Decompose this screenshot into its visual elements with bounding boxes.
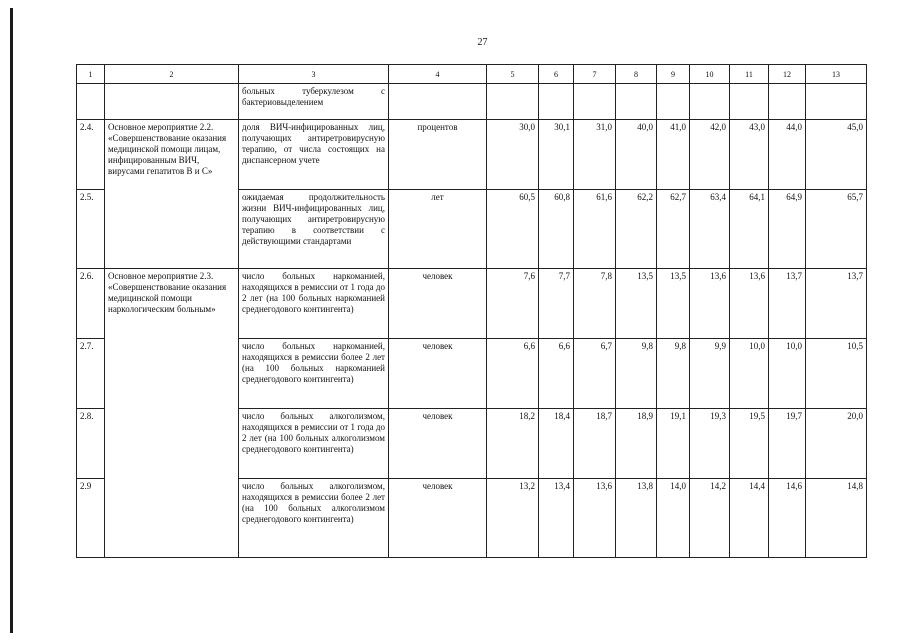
- value-cell: 13,5: [657, 269, 690, 339]
- value-cell: 61,6: [574, 190, 616, 269]
- indicator-description: число больных алкоголизмом, находящихся в ремиссии от 1 года до 2 лет (на 100 больных алкоголизмом среднегодового контингента): [239, 409, 389, 479]
- value-cell: 18,2: [487, 409, 539, 479]
- value-cell: 9,8: [616, 339, 657, 409]
- value-cell: 9,9: [690, 339, 730, 409]
- value-cell: 10,0: [730, 339, 769, 409]
- indicator-description: число больных наркоманией, находящихся в ремиссии более 2 лет (на 100 больных наркоманией среднегодового контингента): [239, 339, 389, 409]
- row-index: 2.6.: [77, 269, 105, 339]
- value-cell: 18,9: [616, 409, 657, 479]
- value-cell: 60,5: [487, 190, 539, 269]
- value-cell: 19,3: [690, 409, 730, 479]
- value-cell: 13,4: [539, 479, 574, 558]
- value-cell: 6,7: [574, 339, 616, 409]
- value-cell: 31,0: [574, 120, 616, 190]
- unit-cell: процентов: [389, 120, 487, 190]
- value-cell: 13,7: [806, 269, 867, 339]
- value-cell: 13,6: [690, 269, 730, 339]
- unit-cell: человек: [389, 409, 487, 479]
- indicator-description: число больных наркоманией, находящихся в ремиссии от 1 года до 2 лет (на 100 больных наркоманией среднегодового контингента): [239, 269, 389, 339]
- indicator-description: число больных алкоголизмом, находящихся в ремиссии более 2 лет (на 100 больных алкоголизмом среднегодового контингента): [239, 479, 389, 558]
- indicator-description: доля ВИЧ-инфицированных лиц, получающих антиретровирусную терапию, от числа состоящих на диспансерном учете: [239, 120, 389, 190]
- header-cell: 2: [105, 65, 239, 84]
- binding-edge-line: [10, 8, 13, 633]
- value-cell: 13,8: [616, 479, 657, 558]
- value-cell: 14,8: [806, 479, 867, 558]
- table-row: [77, 120, 867, 190]
- value-cell: 63,4: [690, 190, 730, 269]
- value-cell: 13,7: [769, 269, 806, 339]
- value-cell: 40,0: [616, 120, 657, 190]
- main-event-2-2: Основное мероприятие 2.2. «Совершенствование оказания медицинской помощи лицам, инфицированным ВИЧ, вирусами гепатитов В и С»: [105, 120, 239, 269]
- header-cell: 3: [239, 65, 389, 84]
- value-cell: 13,2: [487, 479, 539, 558]
- value-cell: 19,5: [730, 409, 769, 479]
- value-cell: 30,1: [539, 120, 574, 190]
- header-cell: 12: [769, 65, 806, 84]
- main-event-2-3: Основное мероприятие 2.3. «Совершенствование оказания медицинской помощи наркологическим больным»: [105, 269, 239, 558]
- header-cell: 5: [487, 65, 539, 84]
- value-cell: 6,6: [539, 339, 574, 409]
- row-index: 2.5.: [77, 190, 105, 269]
- value-cell: 18,4: [539, 409, 574, 479]
- value-cell: 41,0: [657, 120, 690, 190]
- value-cell: 7,6: [487, 269, 539, 339]
- page-number: 27: [477, 37, 488, 48]
- continuation-text: больных туберкулезом с бактериовыделением: [239, 84, 389, 120]
- value-cell: 6,6: [487, 339, 539, 409]
- unit-cell: человек: [389, 339, 487, 409]
- header-cell: 11: [730, 65, 769, 84]
- indicator-description: ожидаемая продолжительность жизни ВИЧ-инфицированных лиц, получающих антиретровирусную терапию в соответствии с действующими стандартами: [239, 190, 389, 269]
- header-cell: 6: [539, 65, 574, 84]
- value-cell: 30,0: [487, 120, 539, 190]
- value-cell: 10,0: [769, 339, 806, 409]
- value-cell: 18,7: [574, 409, 616, 479]
- row-index: 2.4.: [77, 120, 105, 190]
- value-cell: 14,4: [730, 479, 769, 558]
- value-cell: 7,7: [539, 269, 574, 339]
- unit-cell: лет: [389, 190, 487, 269]
- row-index: 2.9: [77, 479, 105, 558]
- value-cell: 65,7: [806, 190, 867, 269]
- value-cell: 9,8: [657, 339, 690, 409]
- header-cell: 8: [616, 65, 657, 84]
- value-cell: 13,6: [574, 479, 616, 558]
- value-cell: 14,2: [690, 479, 730, 558]
- value-cell: 13,6: [730, 269, 769, 339]
- header-cell: 10: [690, 65, 730, 84]
- value-cell: 45,0: [806, 120, 867, 190]
- value-cell: 19,1: [657, 409, 690, 479]
- value-cell: 64,1: [730, 190, 769, 269]
- header-row: [77, 65, 867, 84]
- value-cell: 20,0: [806, 409, 867, 479]
- value-cell: 64,9: [769, 190, 806, 269]
- value-cell: 7,8: [574, 269, 616, 339]
- value-cell: 60,8: [539, 190, 574, 269]
- table-row: [77, 269, 867, 339]
- value-cell: 62,7: [657, 190, 690, 269]
- value-cell: 13,5: [616, 269, 657, 339]
- value-cell: 44,0: [769, 120, 806, 190]
- indicators-table: [76, 64, 867, 558]
- value-cell: 19,7: [769, 409, 806, 479]
- header-cell: 1: [77, 65, 105, 84]
- header-cell: 7: [574, 65, 616, 84]
- value-cell: 62,2: [616, 190, 657, 269]
- unit-cell: человек: [389, 269, 487, 339]
- value-cell: 14,0: [657, 479, 690, 558]
- header-cell: 4: [389, 65, 487, 84]
- value-cell: 14,6: [769, 479, 806, 558]
- unit-cell: человек: [389, 479, 487, 558]
- table-row-continuation: [77, 84, 867, 120]
- value-cell: 43,0: [730, 120, 769, 190]
- row-index: 2.8.: [77, 409, 105, 479]
- value-cell: 10,5: [806, 339, 867, 409]
- header-cell: 13: [806, 65, 867, 84]
- header-cell: 9: [657, 65, 690, 84]
- value-cell: 42,0: [690, 120, 730, 190]
- row-index: 2.7.: [77, 339, 105, 409]
